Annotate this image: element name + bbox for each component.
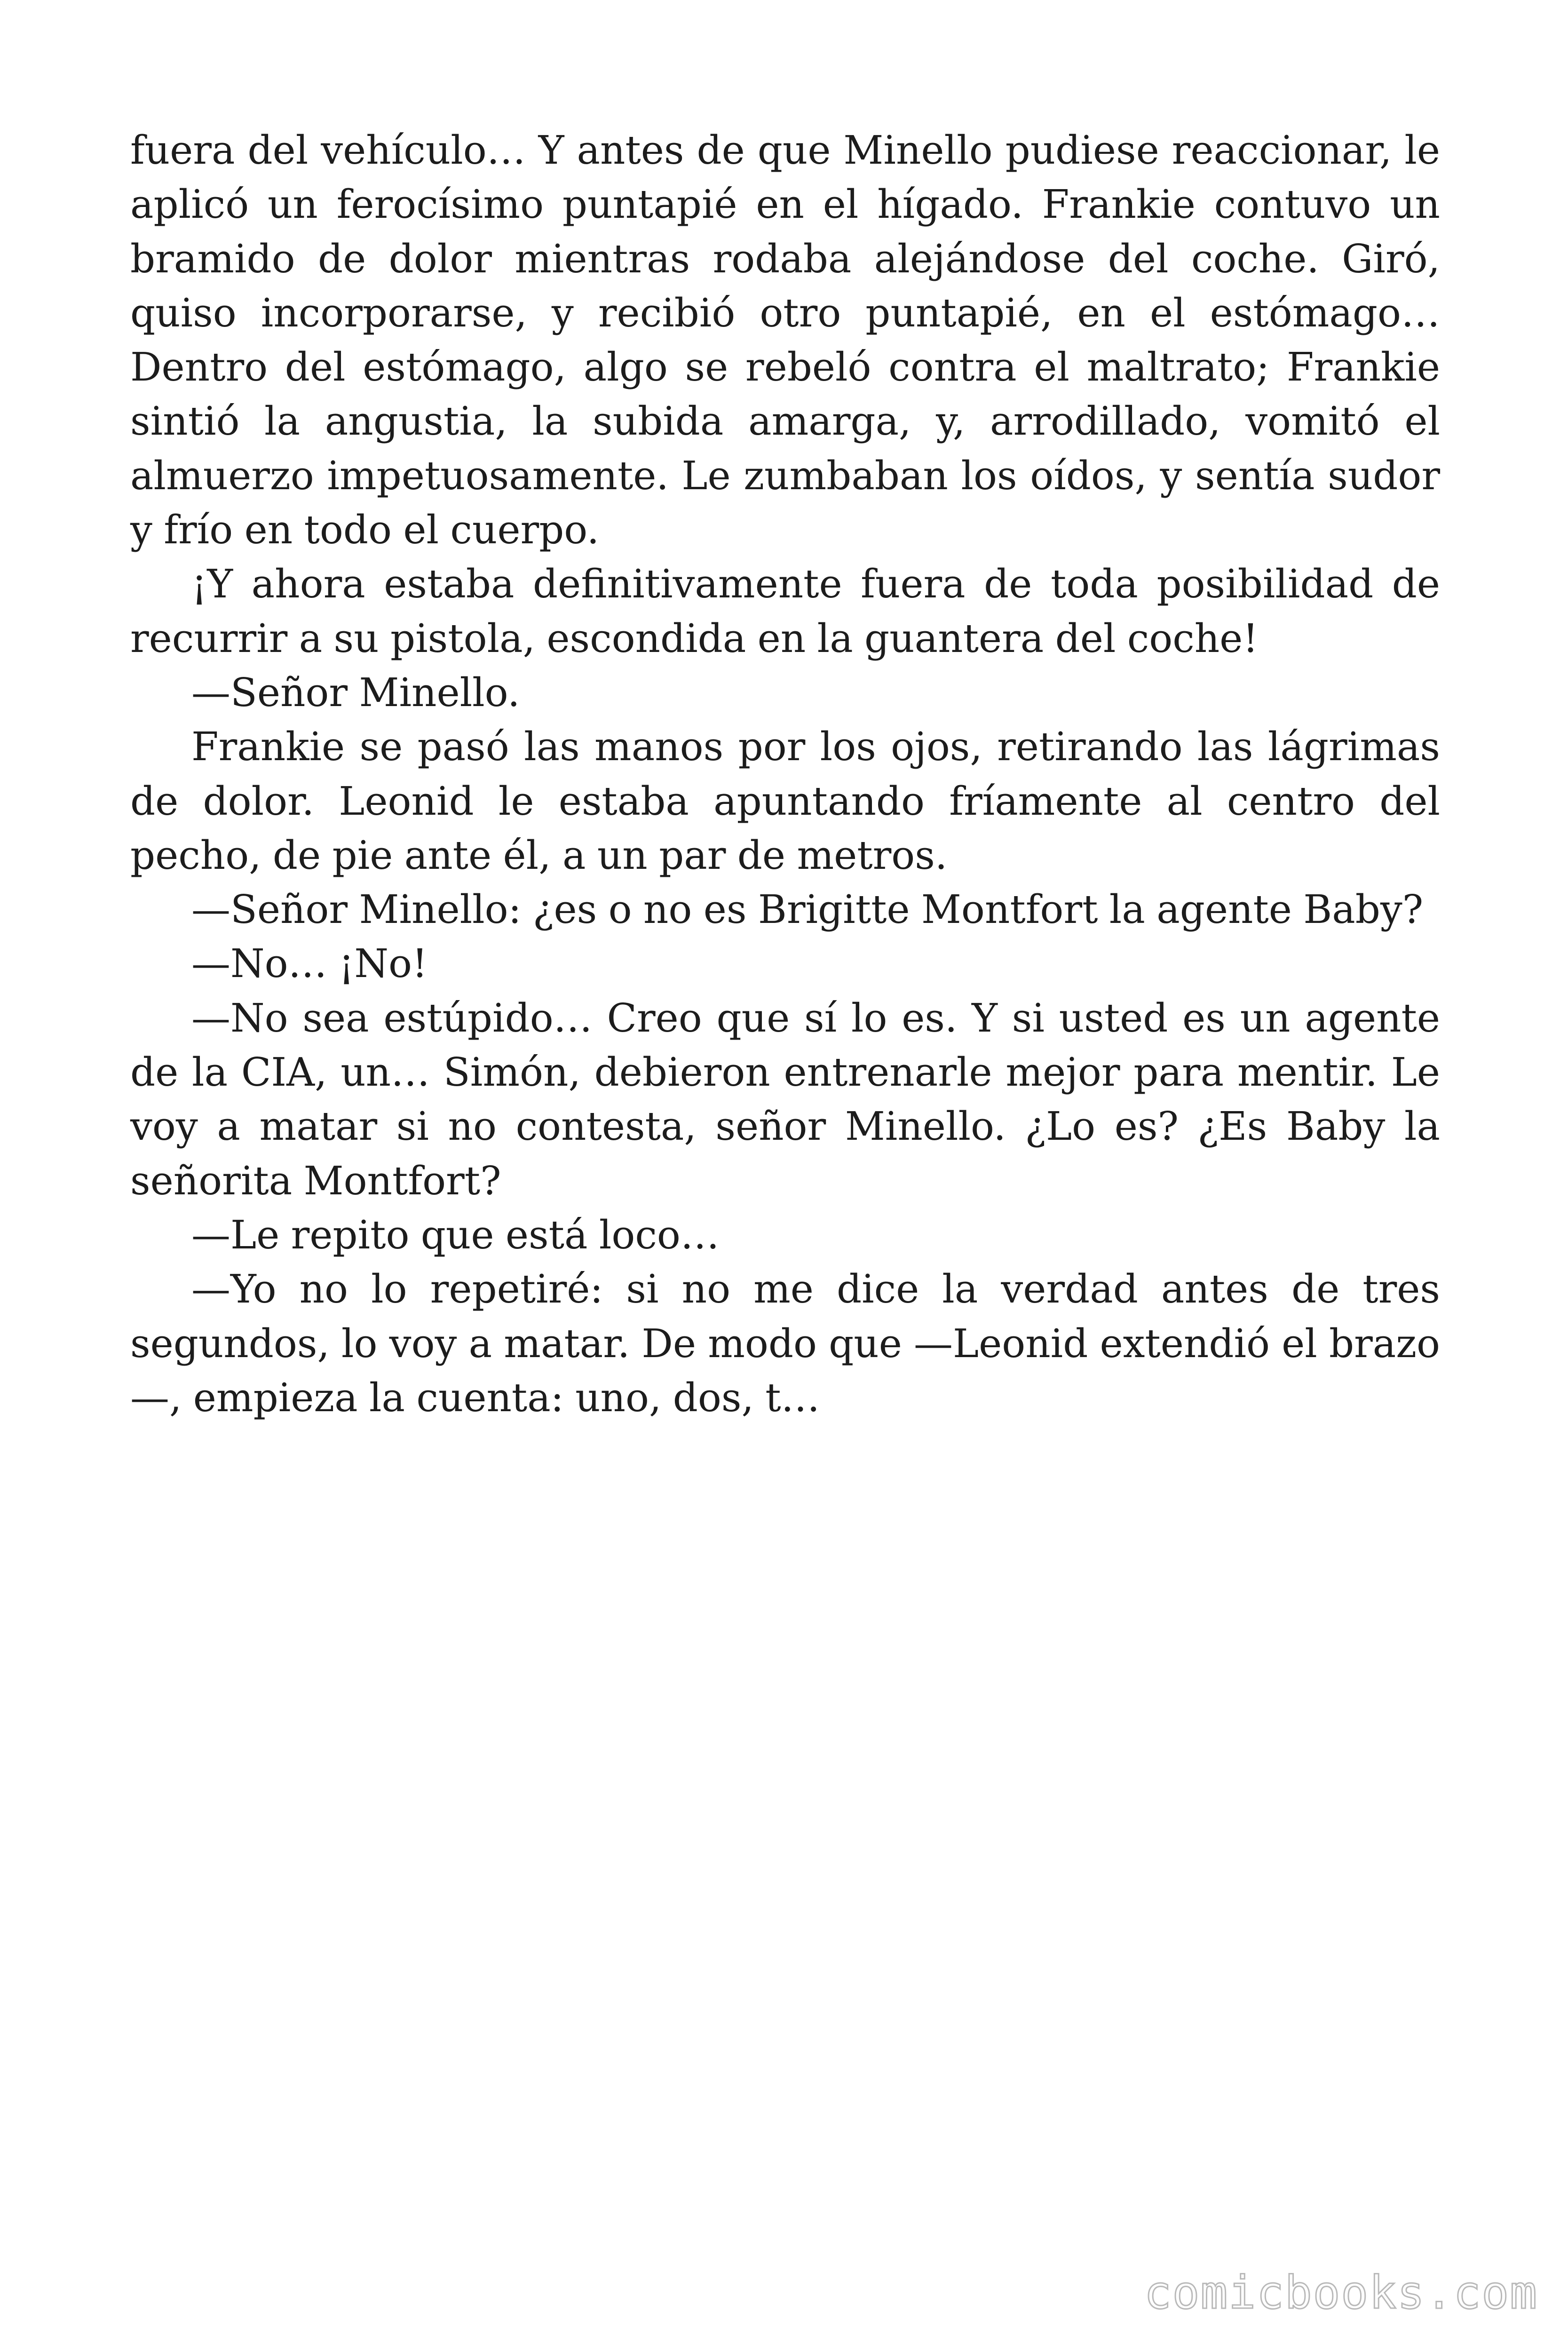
paragraph-6: —No… ¡No! (191, 941, 428, 987)
paragraph-1: fuera del vehículo… Y antes de que Minello pudiese reaccionar, le aplicó un ferocísimo puntapié en el hígado. Frankie contuvo un bramido de dolor mientras rodaba alejándose del coche. Giró, quiso incorporarse, y recibió otro puntapié, en el estómago… Dentro del estómago, algo se rebeló contra el maltrato; Frankie sintió la angustia, la subida amarga, y, arrodillado, vomitó el almuerzo impetuosamente. Le zumbaban los oídos, y sentía sudor y frío en todo el cuerpo. (130, 127, 1440, 553)
paragraph-4: Frankie se pasó las manos por los ojos, retirando las lágrimas de dolor. Leonid le estaba apuntando fríamente al centro del pecho, de pie ante él, a un par de metros. (130, 724, 1440, 878)
paragraph-5: —Señor Minello: ¿es o no es Brigitte Montfort la agente Baby? (191, 887, 1424, 933)
paragraph-8: —Le repito que está loco… (191, 1212, 720, 1258)
paragraph-9: —Yo no lo repetiré: si no me dice la verdad antes de tres segundos, lo voy a matar. De modo que —Leonid extendió el brazo —, empieza la cuenta: uno, dos, t… (130, 1266, 1440, 1421)
body-text (130, 123, 1440, 1425)
site-watermark: comicbooks.com (1144, 2266, 1538, 2319)
paragraph-2: ¡Y ahora estaba definitivamente fuera de toda posibilidad de recurrir a su pistola, escondida en la guantera del coche! (130, 561, 1440, 661)
paragraph-7: —No sea estúpido… Creo que sí lo es. Y si usted es un agente de la CIA, un… Simón, debieron entrenarle mejor para mentir. Le voy a matar si no contesta, señor Minello. ¿Lo es? ¿Es Baby la señorita Montfort? (130, 995, 1440, 1204)
paragraph-3: —Señor Minello. (191, 669, 520, 715)
